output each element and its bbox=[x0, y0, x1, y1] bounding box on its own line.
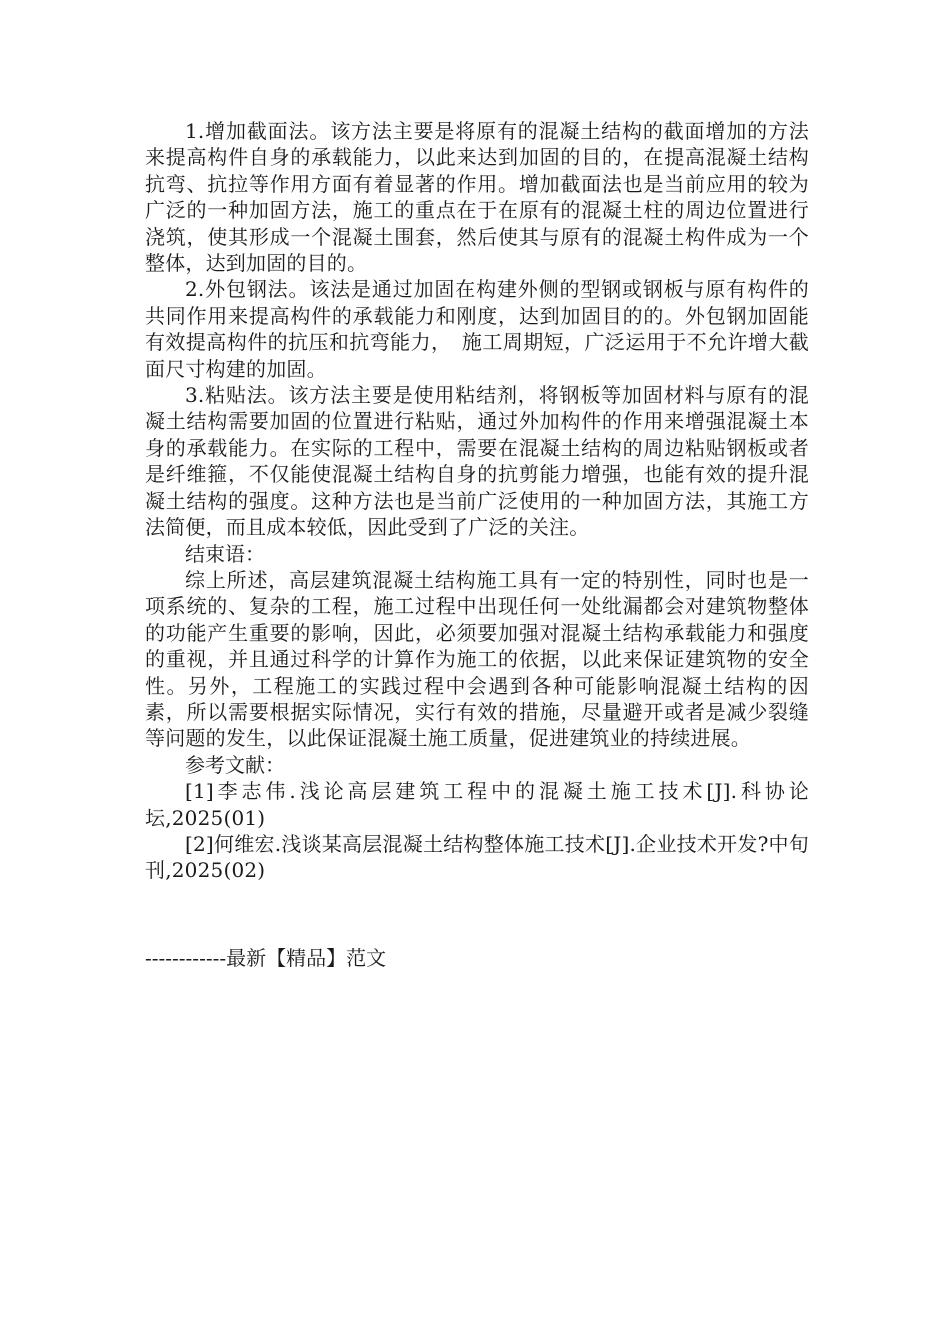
reference-item: [1]李志伟.浅论高层建筑工程中的混凝土施工技术[J].科协论坛,2025(01) bbox=[145, 779, 809, 830]
paragraph-bonding-method: 3.粘贴法。该方法主要是使用粘结剂，将钢板等加固材料与原有的混凝土结构需要加固的位置进行粘贴，通过外加构件的作用来增强混凝土本身的承载能力。在实际的工程中，需要在混凝土结构的周边粘贴钢板或者是纤维箍，不仅能使混凝土结构自身的抗剪能力增强，也能有效的提升混凝土结构的强度。这种方法也是当前广泛使用的一种加固方法，其施工方法简便，而且成本较低，因此受到了广泛的关注。 bbox=[145, 383, 809, 540]
paragraph-increase-section-method: 1.增加截面法。该方法主要是将原有的混凝土结构的截面增加的方法来提高构件自身的承载能力，以此来达到加固的目的，在提高混凝土结构抗弯、抗拉等作用方面有着显著的作用。增加截面法也是当前应用的较为广泛的一种加固方法，施工的重点在于在原有的混凝土柱的周边位置进行浇筑，使其形成一个混凝土围套，然后使其与原有的混凝土构件成为一个整体，达到加固的目的。 bbox=[145, 119, 809, 276]
paragraph-steel-encasing-method: 2.外包钢法。该法是通过加固在构建外侧的型钢或钢板与原有构件的共同作用来提高构件的承载能力和刚度，达到加固目的的。外包钢加固能有效提高构件的抗压和抗弯能力， 施工周期短，广泛运用于不允许增大截面尺寸构建的加固。 bbox=[145, 277, 809, 381]
document-body bbox=[145, 118, 809, 884]
conclusion-heading: 结束语： bbox=[185, 541, 265, 566]
references-heading: 参考文献： bbox=[185, 752, 285, 777]
reference-item: [2]何维宏.浅谈某高层混凝土结构整体施工技术[J].企业技术开发?中旬刊,2025(02) bbox=[145, 831, 809, 883]
footer-text: ------------最新【精品】范文 bbox=[145, 946, 387, 970]
conclusion-paragraph: 综上所述，高层建筑混凝土结构施工具有一定的特别性，同时也是一项系统的、复杂的工程，施工过程中出现任何一处纰漏都会对建筑物整体的功能产生重要的影响，因此，必须要加强对混凝土结构承载能力和强度的重视，并且通过科学的计算作为施工的依据，以此来保证建筑物的安全性。另外，工程施工的实践过程中会遇到各种可能影响混凝土结构的因素，所以需要根据实际情况，实行有效的措施，尽量避开或者是减少裂缝等问题的发生，以此保证混凝土施工质量，促进建筑业的持续进展。 bbox=[145, 567, 809, 751]
